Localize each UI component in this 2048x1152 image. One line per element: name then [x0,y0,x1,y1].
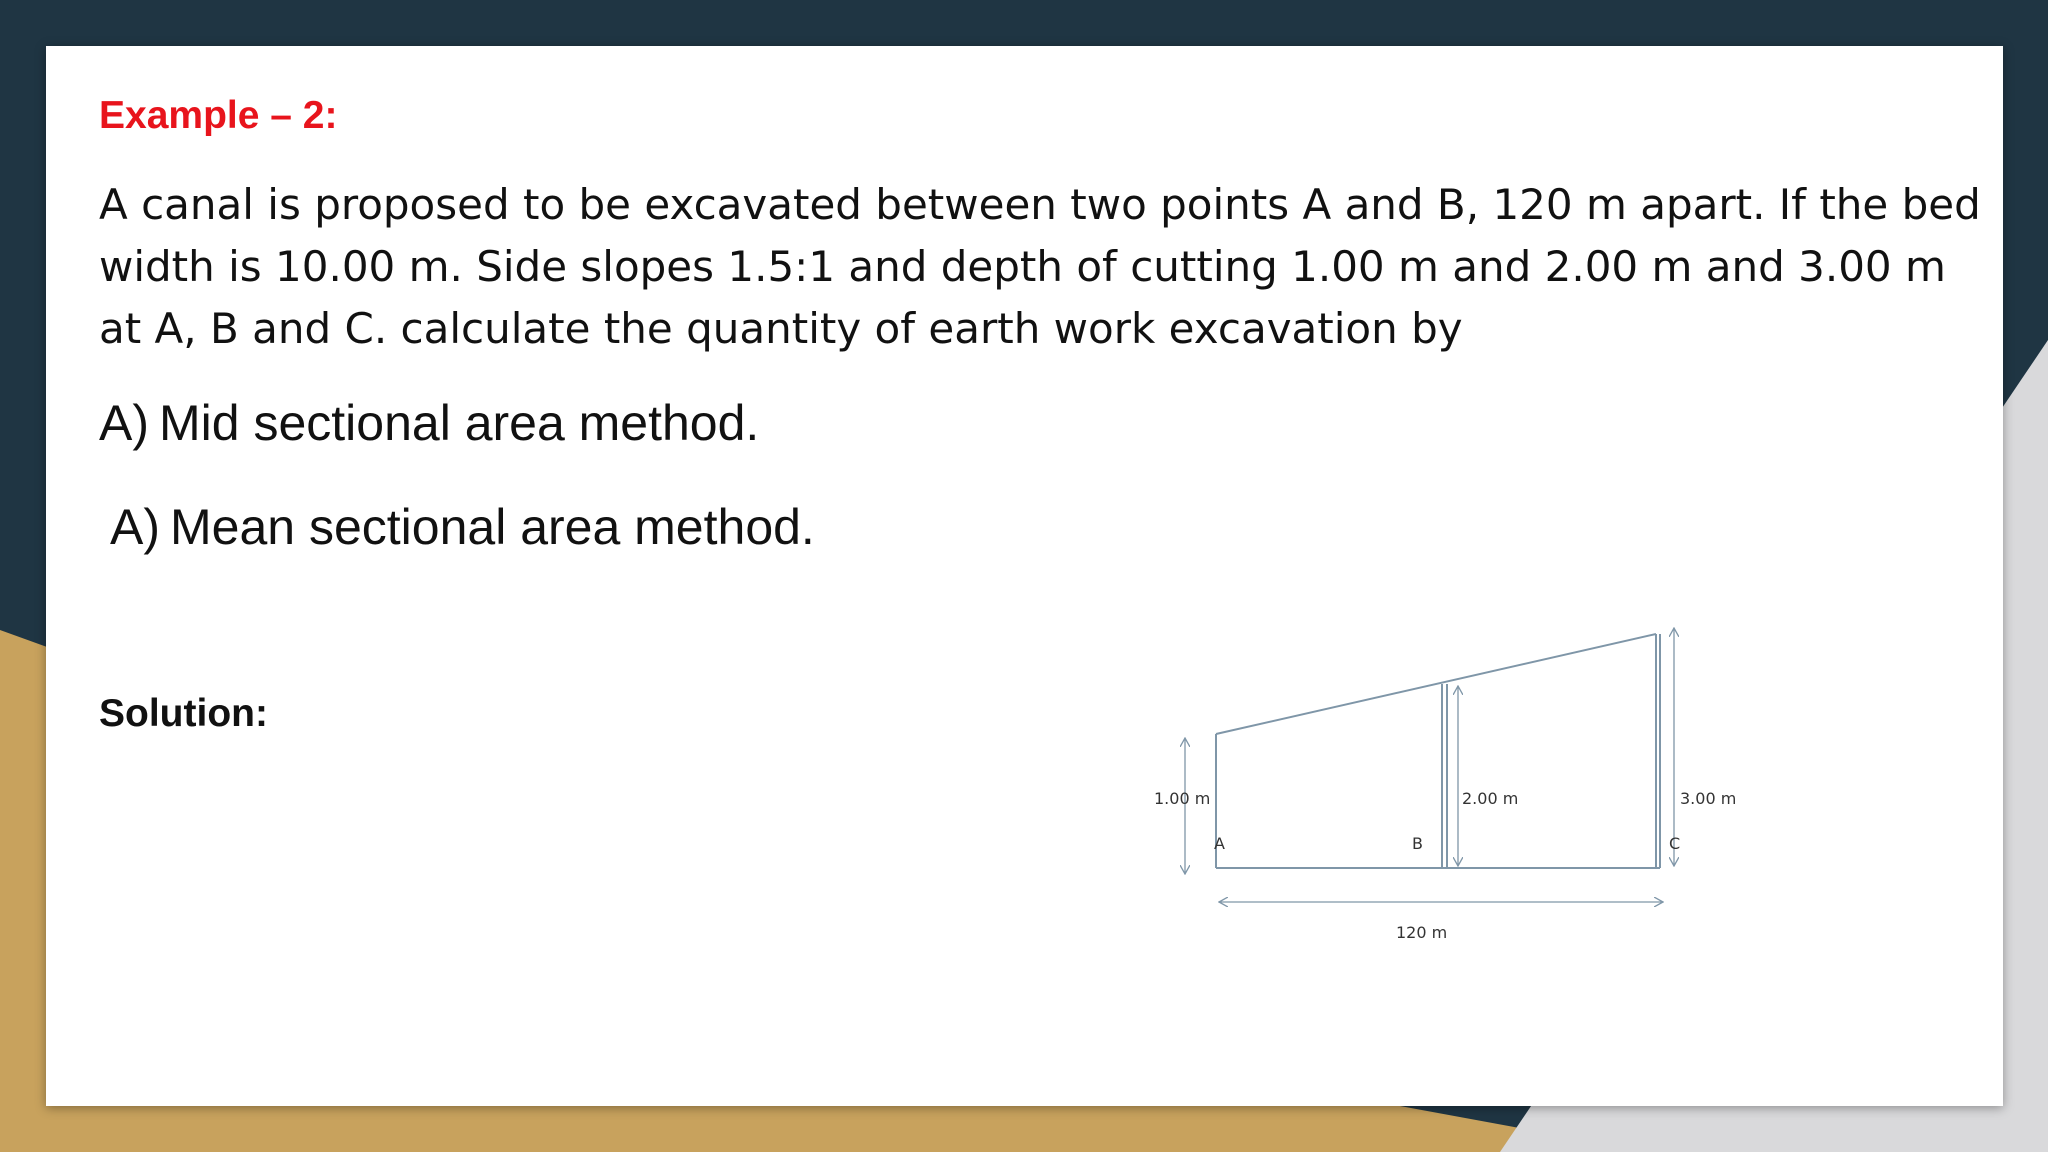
canal-section-diagram [1106,606,1806,966]
method-item-mid-sectional [99,394,759,452]
problem-statement: A canal is proposed to be excavated between two points A and B, 120 m apart. If the bed width is 10.00 m. Side slopes 1.5:1 and depth of cutting 1.00 m and 2.00 m and 3.00 m at A, B and C. calculate the quantity of earth work excavation by [99,180,1981,353]
method-marker: A) [99,395,149,451]
method-text: Mid sectional area method. [159,395,760,451]
gold-band-bottom [0,1106,1650,1152]
method-text: Mean sectional area method. [170,499,815,555]
length-label: 120 m [1396,923,1448,942]
point-a-label: A [1214,834,1225,853]
slide-content [46,46,2003,1106]
example-heading: Example – 2: [99,94,338,137]
solution-label: Solution: [99,692,268,735]
method-marker: A) [110,499,160,555]
depth-c-label: 3.00 m [1680,789,1737,808]
depth-a-label: 1.00 m [1154,789,1211,808]
depth-b-label: 2.00 m [1462,789,1519,808]
method-item-mean-sectional [110,498,815,556]
point-b-label: B [1412,834,1423,853]
point-c-label: C [1669,834,1681,853]
ground-slope-line [1216,634,1656,734]
